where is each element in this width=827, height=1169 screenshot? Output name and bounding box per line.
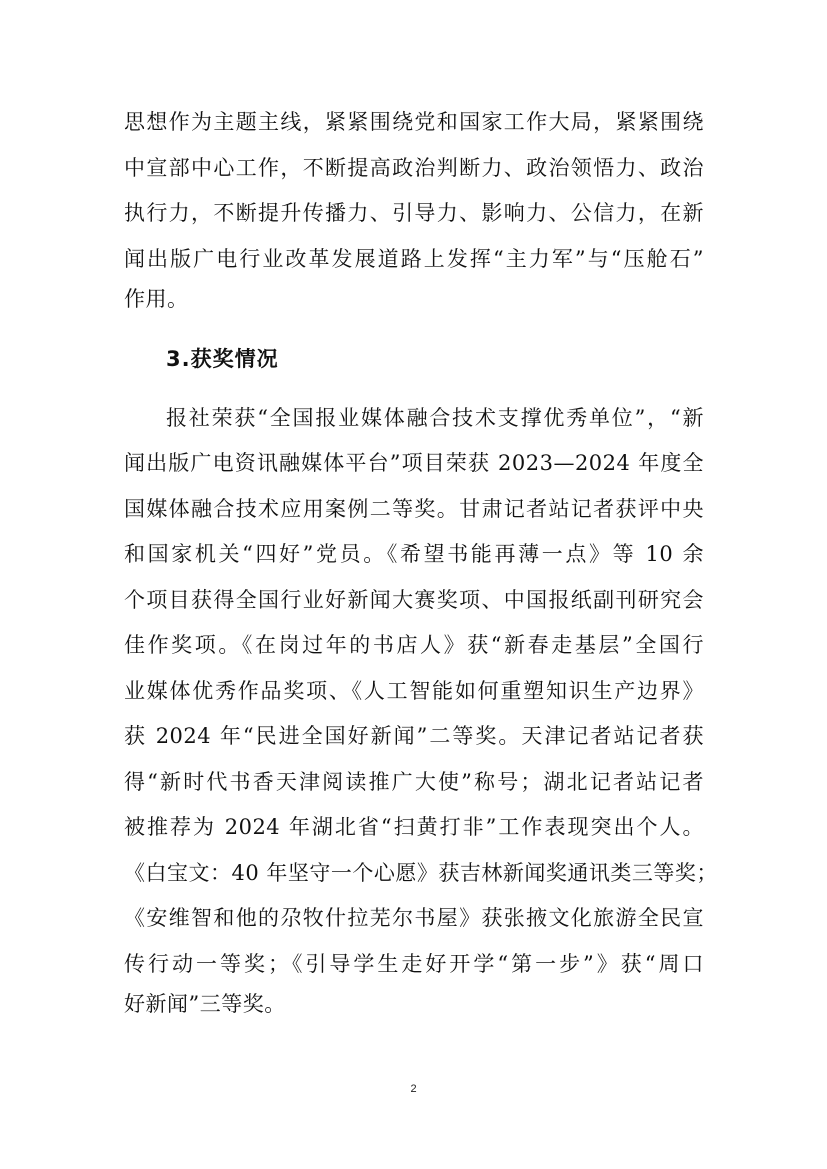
paragraph-line: 和国家机关“四好”党员。《希望书能再薄一点》等 10 余 xyxy=(124,542,704,566)
page-number: 2 xyxy=(410,1083,417,1095)
paragraph-line: 报社荣获“全国报业媒体融合技术支撑优秀单位”，“新 xyxy=(166,406,704,430)
section-heading: 3.获奖情况 xyxy=(166,347,279,371)
paragraph-line: 获 2024 年“民进全国好新闻”二等奖。天津记者站记者获 xyxy=(124,724,704,748)
paragraph-line: 业媒体优秀作品奖项、《人工智能如何重塑知识生产边界》 xyxy=(124,679,704,703)
paragraph-line: 执行力，不断提升传播力、引导力、影响力、公信力，在新 xyxy=(124,201,704,225)
paragraph-line: 《安维智和他的尕牧什拉芜尔书屋》获张掖文化旅游全民宣 xyxy=(124,906,704,930)
paragraph-line: 被推荐为 2024 年湖北省“扫黄打非”工作表现突出个人。 xyxy=(124,815,704,839)
paragraph-line: 闻出版广电行业改革发展道路上发挥“主力军”与“压舱石” xyxy=(124,247,704,271)
paragraph-line: 个项目获得全国行业好新闻大赛奖项、中国报纸副刊研究会 xyxy=(124,588,704,612)
paragraph-line: 闻出版广电资讯融媒体平台”项目荣获 2023—2024 年度全 xyxy=(124,451,704,475)
paragraph-line: 好新闻”三等奖。 xyxy=(124,992,286,1016)
paragraph-line: 得“新时代书香天津阅读推广大使”称号；湖北记者站记者 xyxy=(124,770,704,794)
paragraph-line: 中宣部中心工作，不断提高政治判断力、政治领悟力、政治 xyxy=(124,156,704,180)
paragraph-line: 佳作奖项。《在岗过年的书店人》获“新春走基层”全国行 xyxy=(124,633,704,657)
paragraph-line: 作用。 xyxy=(124,287,189,311)
paragraph-line: 《白宝文：40 年坚守一个心愿》获吉林新闻奖通讯类三等奖； xyxy=(124,861,718,885)
paragraph-line: 传行动一等奖；《引导学生走好开学“第一步”》获“周口 xyxy=(124,952,704,976)
paragraph-line: 国媒体融合技术应用案例二等奖。甘肃记者站记者获评中央 xyxy=(124,497,704,521)
paragraph-line: 思想作为主题主线，紧紧围绕党和国家工作大局，紧紧围绕 xyxy=(124,110,704,134)
